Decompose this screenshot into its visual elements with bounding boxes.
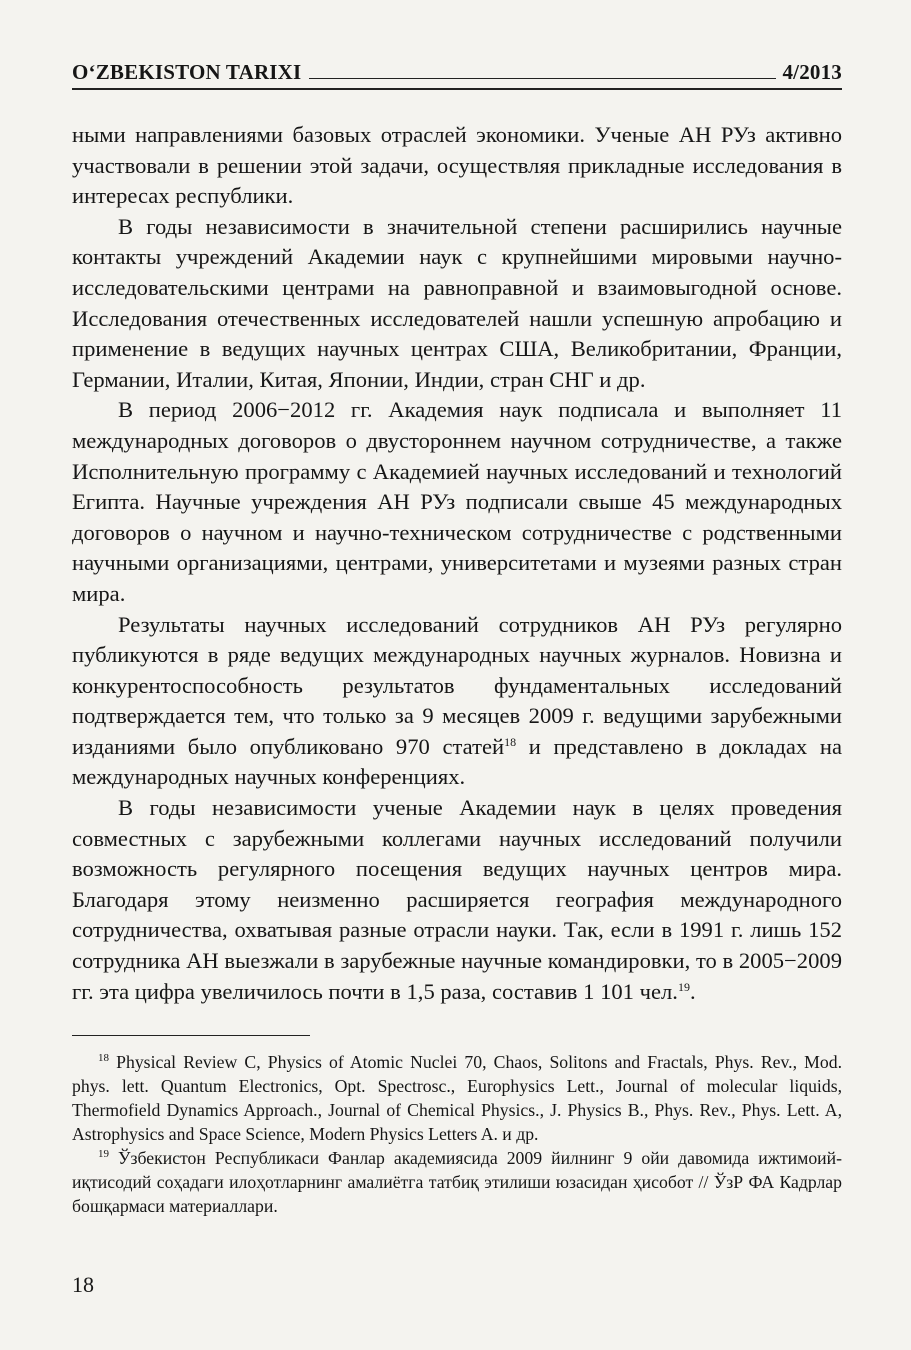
paragraph: ными направлениями базовых отраслей экономики. Ученые АН РУз активно участвовали в решении этой задачи, осуществляя прикладные исследования в интересах республики. (72, 122, 842, 209)
page-number: 18 (72, 1272, 94, 1297)
page (72, 55, 842, 1218)
header-divider (72, 88, 842, 90)
header-rule (309, 78, 776, 79)
footnote-ref: 18 (504, 734, 517, 749)
main-text (72, 120, 842, 1007)
paragraph (72, 793, 842, 1007)
paragraph-text: Результаты научных исследований сотрудников АН РУз регулярно публикуются в ряде ведущих международных научных журналов. Новизна и конкурентоспособность результатов фундаментальных исследований подтверждается тем, что только за 9 месяцев 2009 г. ведущими зарубежными изданиями было опубликовано 970 статей (72, 611, 842, 759)
footnote-number: 19 (98, 1148, 109, 1161)
paragraph (72, 610, 842, 794)
footnotes (72, 1050, 842, 1218)
footnote-ref: 19 (677, 979, 690, 994)
footnote-text: Ўзбекистон Республикаси Фанлар академиясида 2009 йилнинг 9 ойи давомида ижтимоий-иқтисодий соҳадаги илоҳотларнинг амалиётга татбиқ этилиши юзасидан ҳисобот // ЎзР ФА Кадрлар бошқармаси материаллари. (72, 1148, 843, 1217)
footnote-number: 18 (98, 1052, 109, 1065)
paragraph: В период 2006−2012 гг. Академия наук подписала и выполняет 11 международных договоров о двустороннем научном сотрудничестве, а также Исполнительную программу с Академией научных исследований и технологий Египта. Научные учреждения АН РУз подписали свыше 45 международных договоров о научном и научно-техническом сотрудничестве с родственными научными организациями, центрами, университетами и музеями разных стран мира. (72, 397, 842, 606)
issue-number: 4/2013 (782, 60, 842, 84)
paragraph-text: В годы независимости ученые Академии наук в целях проведения совместных с зарубежными коллегами научных исследований получили возможность регулярного посещения ведущих научных центров мира. Благодаря этому неизменно расширяется география международного сотрудничества, охватывая разные отрасли науки. Так, если в 1991 г. лишь 152 сотрудника АН выезжали в зарубежные научные командировки, то в 2005−2009 гг. эта цифра увеличилось почти в 1,5 раза, составив 1 101 чел. (72, 795, 842, 1004)
running-header (72, 55, 842, 85)
footnote (72, 1146, 842, 1218)
paragraph: В годы независимости в значительной степени расширились научные контакты учреждений Академии наук с крупнейшими мировыми научно-исследовательскими центрами на равноправной и взаимовыгодной основе. Исследования отечественных исследователей нашли успешную апробацию и применение в ведущих научных центрах США, Великобритании, Франции, Германии, Италии, Китая, Японии, Индии, стран СНГ и др. (72, 213, 842, 392)
paragraph-text: . (689, 978, 696, 1004)
footnote-text: Physical Review C, Physics of Atomic Nuclei 70, Chaos, Solitons and Fractals, Phys. Rev., Mod. phys. lett. Quantum Electronics, Opt. Spectrosc., Europhysics Lett., Journal of molecular liquids, Thermofield Dynamics Approach., Journal of Chemical Physics., J. Physics B., Phys. Rev., Phys. Lett. A, Astrophysics and Space Science, Modern Physics Letters A. и др. (72, 1052, 843, 1145)
footnote (72, 1050, 842, 1146)
journal-title: O‘ZBEKISTON TARIXI (72, 60, 302, 84)
footnote-divider (72, 1035, 310, 1036)
paragraph-text: и представлено в докладах на международных научных конференциях. (72, 733, 842, 790)
